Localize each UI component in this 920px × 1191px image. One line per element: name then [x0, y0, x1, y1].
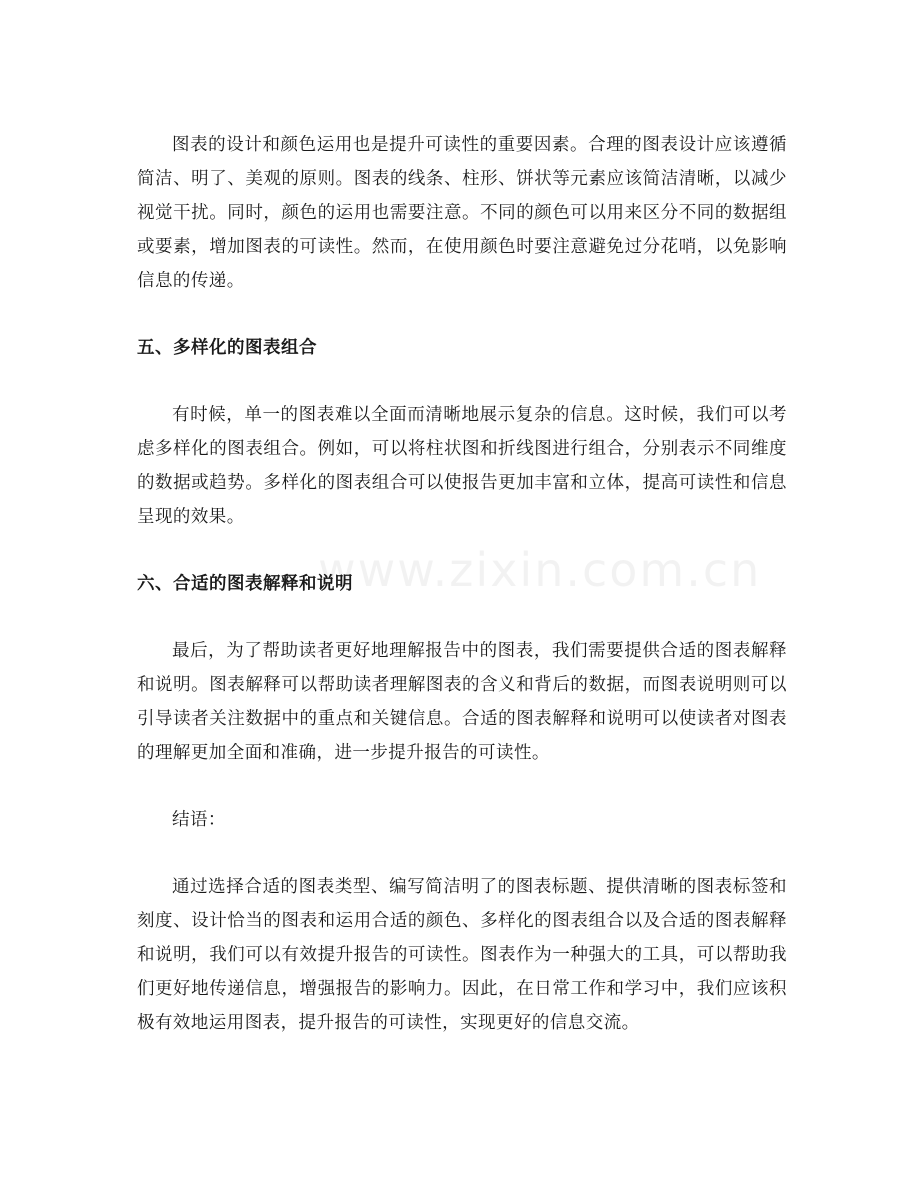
conclusion-label: 结语：: [172, 810, 226, 830]
paragraph-conclusion: 通过选择合适的图表类型、编写简洁明了的图表标题、提供清晰的图表标签和刻度、设计恰当的图表和运用合适的颜色、多样化的图表组合以及合适的图表解释和说明，我们可以有效提升报告的可读性。图表作为一种强大的工具，可以帮助我们更好地传递信息，增强报告的影响力。因此，在日常工作和学习中，我们应该积极有效地运用图表，提升报告的可读性，实现更好的信息交流。: [137, 877, 787, 1033]
heading-section-5: 五、多样化的图表组合: [137, 338, 317, 358]
paragraph-chart-combination: 有时候，单一的图表难以全面而清晰地展示复杂的信息。这时候，我们可以考虑多样化的图表组合。例如，可以将柱状图和折线图进行组合，分别表示不同维度的数据或趋势。多样化的图表组合可以使报告更加丰富和立体，提高可读性和信息呈现的效果。: [137, 405, 787, 527]
paragraph-chart-explanation: 最后，为了帮助读者更好地理解报告中的图表，我们需要提供合适的图表解释和说明。图表解释可以帮助读者理解图表的含义和背后的数据，而图表说明则可以引导读者关注数据中的重点和关键信息。合适的图表解释和说明可以使读者对图表的理解更加全面和准确，进一步提升报告的可读性。: [137, 641, 787, 763]
watermark: www.zixin.com.cn: [318, 543, 762, 597]
document-body: [137, 128, 787, 1040]
paragraph-chart-design: 图表的设计和颜色运用也是提升可读性的重要因素。合理的图表设计应该遵循简洁、明了、美观的原则。图表的线条、柱形、饼状等元素应该简洁清晰，以减少视觉干扰。同时，颜色的运用也需要注意。不同的颜色可以用来区分不同的数据组或要素，增加图表的可读性。然而，在使用颜色时要注意避免过分花哨，以免影响信息的传递。: [137, 135, 787, 291]
heading-section-6: 六、合适的图表解释和说明: [137, 574, 353, 594]
